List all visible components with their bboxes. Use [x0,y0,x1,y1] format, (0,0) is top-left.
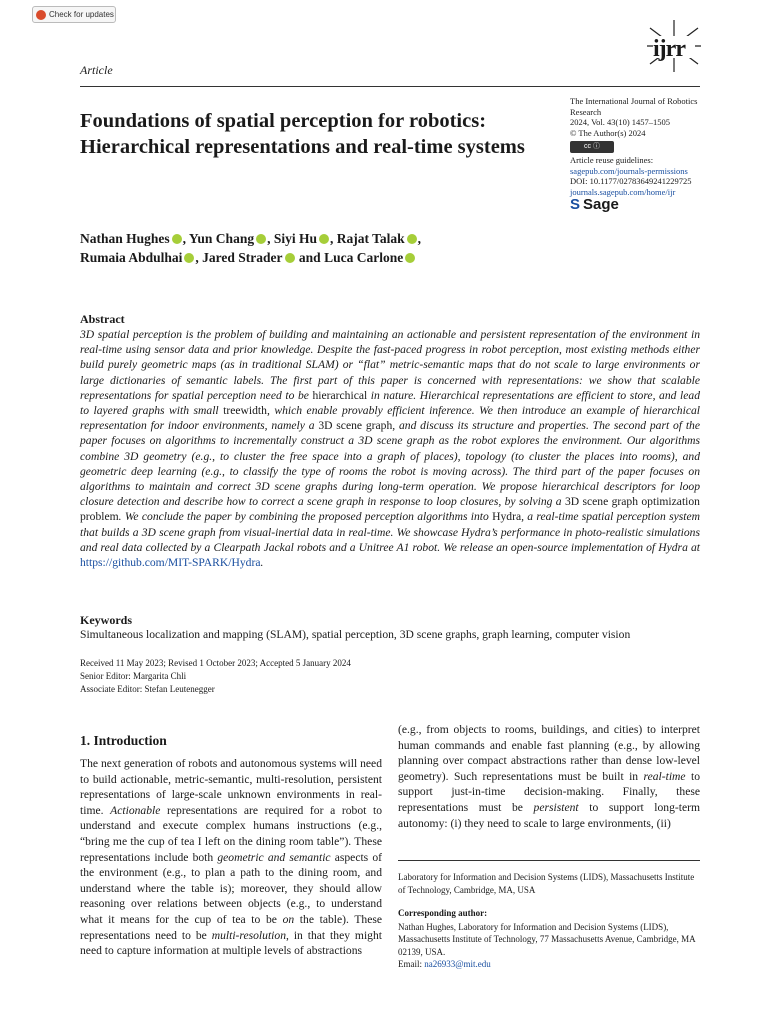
abstract-term: Hydra [492,510,522,524]
emphasis: Actionable [110,803,161,817]
reuse-link[interactable]: sagepub.com/journals-permissions [570,165,688,176]
emphasis: multi-resolution [211,928,286,942]
journal-copyright: © The Author(s) 2024 [570,127,646,138]
journal-home-link[interactable]: journals.sagepub.com/home/ijr [570,186,676,197]
author-list [80,229,540,267]
email-label: Email: [398,958,425,969]
corresponding-text: Nathan Hughes, Laboratory for Information and Decision Systems (LIDS), Massachusetts Institute of Technology, 77 Massachusetts Avenue, Cambridge, MA 02139, USA. [398,922,696,957]
reuse-label: Article reuse guidelines: [570,155,654,165]
author-name: Luca Carlone [324,250,404,265]
journal-volume: 2024, Vol. 43(10) 1457–1505 [570,117,671,127]
footnote-rule [398,860,700,861]
orcid-icon[interactable] [256,234,266,244]
logo-text: ijrr [653,36,685,62]
author-name: Siyi Hu [273,231,317,246]
article-type: Article [80,63,113,77]
separator: , [417,231,422,246]
abstract-part: in nature. Hierarchical representations are efficient to store, and lead to layered graphs with small [80,388,700,418]
journal-logo [645,18,703,74]
body-text: , in that they might need to capture information at multiple levels of abstractions [80,928,382,958]
abstract-part: 3D spatial perception is the problem of building and maintaining an actionable and persistent representation of the environment in real-time using sensor data and prior knowledge. Despite the fast-paced progress in robot perception, most existing methods either build purely geometric maps (as in traditional SLAM) or “flat” metric-semantic maps that do not scale to large environments or large dictionaries of semantic labels. The first part of this paper is concerned with representations: we show that scalable representations for spatial perception need to be [80,328,700,402]
separator: , [329,231,334,246]
update-icon [36,10,46,20]
section-heading: 1. Introduction [80,733,167,748]
received-dates: Received 11 May 2023; Revised 1 October 2023; Accepted 5 January 2024 [80,658,351,668]
header-rule [80,86,700,87]
body-text: the table). These representations need to be [80,912,383,942]
publisher-name: Sage [583,196,619,213]
journal-info [570,96,710,211]
abstract-heading: Abstract [80,312,125,326]
abstract-part: , and discuss its structure and properties. The second part of the paper focuses on algorithms to incrementally construct a 3D scene graph as the robot explores the environment. Our algorithms combine 3D geometry (e.g., to cluster the free space into a graph of places), topology (to cluster the places into rooms), and geometric deep learning (e.g., to classify the type of rooms the robot is moving across). The third part of the paper focuses on algorithms to maintain and correct 3D scene graphs during long-term operation. We propose hierarchical descriptors for loop closure detection and describe how to correct a scene graph in response to loop closures, by solving a [80,419,701,509]
doi: DOI: 10.1177/02783649241229725 [570,176,692,186]
author-name: Yun Chang [188,231,255,246]
orcid-icon[interactable] [172,234,182,244]
intro-column-right [398,722,700,831]
orcid-icon[interactable] [285,253,295,263]
paper-title: Foundations of spatial perception for robotics: Hierarchical representations and real-time systems [80,110,525,158]
separator: , [267,231,271,246]
abstract-term: 3D scene graph [318,419,393,433]
check-for-updates-button[interactable] [32,6,116,23]
email-line [398,958,700,970]
author-name: Jared Strader [202,250,283,265]
corresponding-heading: Corresponding author: [398,908,488,918]
emphasis: geometric and semantic [217,850,331,864]
body-text: to support just-in-time decision-making. Finally, these representations must be [398,769,700,814]
emphasis: on [282,912,295,926]
emphasis: persistent [533,800,579,814]
author-name: Rumaia Abdulhai [80,250,183,265]
sage-s-icon: S [570,196,581,213]
body-text: aspects of the environment (e.g., to plan a path to the dining room, and understand where the table is); moreover, they should allow reasoning over relations between objects (e.g., to understand what it means for the cup of tea to be [80,850,382,926]
journal-name: The International Journal of Robotics Research [570,96,698,117]
abstract-text [80,327,700,570]
check-for-updates-label: Check for updates [49,10,114,19]
corresponding-author [398,921,700,970]
email-link[interactable]: na26933@mit.edu [424,958,491,969]
abstract-part: , a real-time spatial perception system that builds a 3D scene graph from visual-inertial data in real-time. We showcase Hydra’s performance in photo-realistic simulations and real data collected by a Clearpath Jackal robots and a Unitree A1 robot. We release an open-source implementation of Hydra at [80,510,700,554]
abstract-part: . We conclude the paper by combining the proposed perception algorithms into [118,510,493,524]
author-name: Rajat Talak [336,231,405,246]
editorial-dates [80,657,351,696]
author-name: Nathan Hughes [80,231,170,246]
body-text: to support long-term autonomy: (i) they need to scale to large environments, (ii) [398,800,700,830]
separator: , [195,250,199,265]
abstract-part: . [260,556,264,570]
author-conjunction: and [298,250,321,265]
intro-column-left [80,756,382,959]
orcid-icon[interactable] [184,253,194,263]
senior-editor: Senior Editor: Margarita Chli [80,671,187,681]
body-text: representations are required for a robot to understand and execute complex humans instructions (e.g., “bring me the cup of tea I left on the dining room table”). These representations include both [80,803,383,864]
separator: , [182,231,187,246]
abstract-term: treewidth [223,404,267,418]
keywords-text: Simultaneous localization and mapping (SLAM), spatial perception, 3D scene graphs, graph learning, computer vision [80,628,631,641]
cc-license-icon: cc ⓘ [570,141,614,153]
abstract-term: 3D scene graph optimization problem [80,495,700,524]
keywords-heading: Keywords [80,613,132,627]
body-text: The next generation of robots and autonomous systems will need to build actionable, metric-semantic, multi-resolution, persistent representations of large-scale unknown environments in real-time. [80,757,382,817]
publisher-logo [570,196,710,213]
hydra-repo-link[interactable]: https://github.com/MIT-SPARK/Hydra [80,556,261,570]
abstract-part: , which enable provably efficient inference. We then introduce an example of hierarchical representation for indoor environments, namely a [80,404,700,433]
affiliation: Laboratory for Information and Decision Systems (LIDS), Massachusetts Institute of Technology, Cambridge, MA, USA [398,872,695,895]
orcid-icon[interactable] [405,253,415,263]
emphasis: real-time [643,769,686,783]
orcid-icon[interactable] [407,234,417,244]
orcid-icon[interactable] [319,234,329,244]
abstract-term: hierarchical [312,388,368,402]
body-text: (e.g., from objects to rooms, buildings, and cities) to interpret human commands and enable fast planning (e.g., by allowing planning over compact abstractions rather than dense low-level geometry). Such representations must be built in [398,723,700,783]
associate-editor: Associate Editor: Stefan Leutenegger [80,684,215,694]
